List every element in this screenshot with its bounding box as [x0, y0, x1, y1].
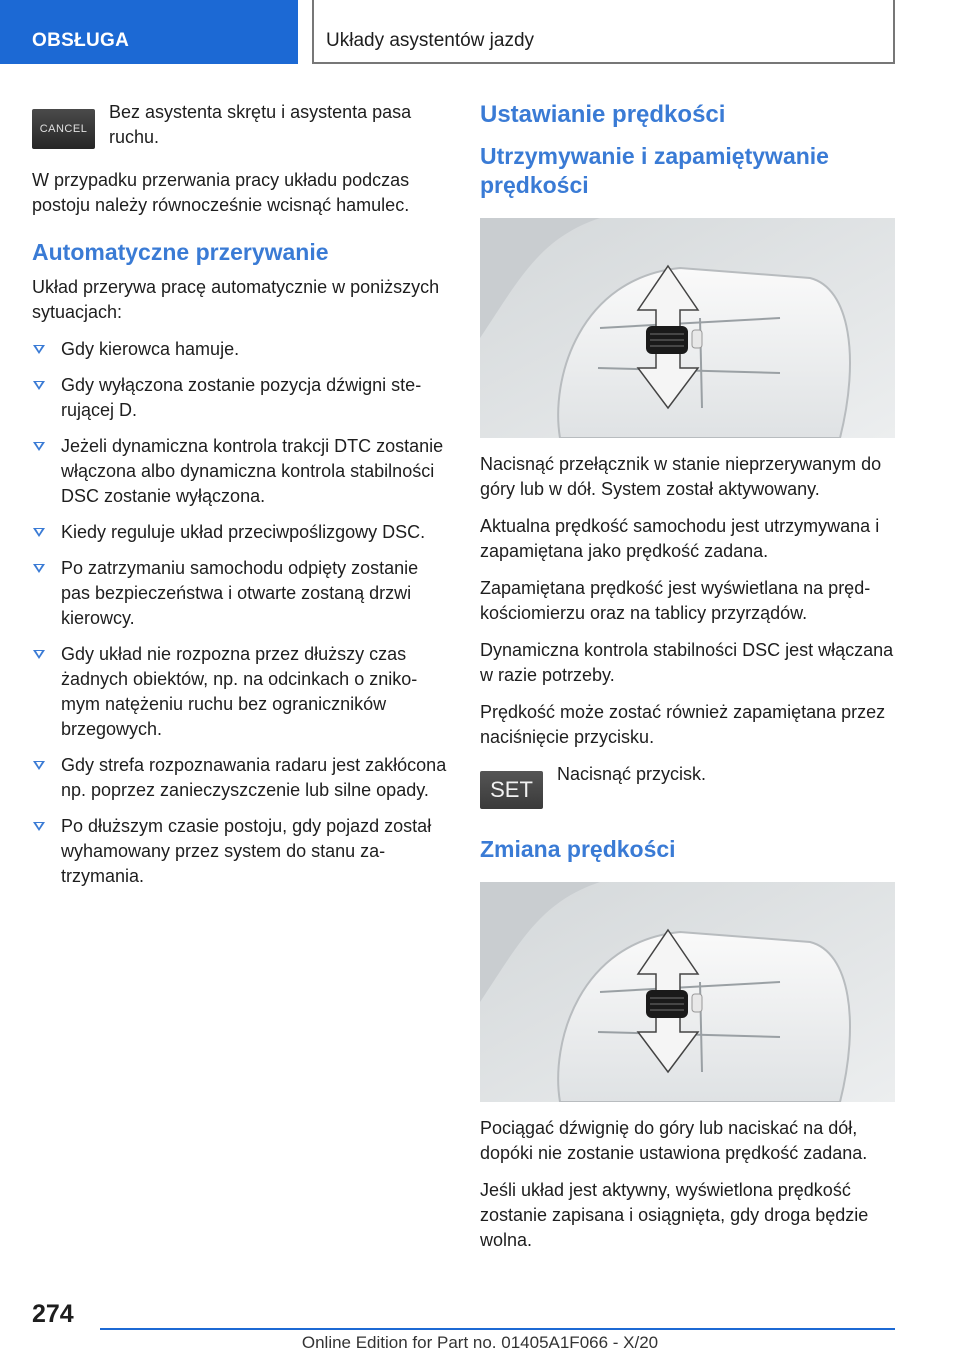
list-item: Kiedy reguluje układ przeciwpoślizgowy DSC. [32, 520, 450, 545]
footer-divider [100, 1328, 895, 1330]
list-item: Gdy kierowca hamuje. [32, 337, 450, 362]
auto-heading: Automatyczne przerywanie [32, 239, 329, 265]
auto-intro: Układ przerywa pracę automatycznie w poniższych sytuacjach: [32, 277, 440, 322]
list-item: Gdy wyłączona zostanie pozycja dźwigni sterującej D. [32, 373, 450, 423]
hold-paragraph-3: Zapamiętana prędkość jest wyświetlana na prędkościomierzu oraz na tablicy przyrządów. [480, 578, 871, 623]
page-number: 274 [32, 1300, 74, 1328]
hold-paragraph-1: Nacisnąć przełącznik w stanie nieprzerywanym do góry lub w dół. System został aktywowany. [480, 454, 882, 499]
list-item: Jeżeli dynamiczna kontrola trakcji DTC zostanie włączona albo dynamiczna kontrola stabilności DSC zostanie wyłączona. [32, 434, 450, 509]
list-item: Gdy układ nie rozpozna przez dłuższy czas żadnych obiektów, np. na odcinkach o znikomym natężeniu ruchu bez ograniczników brzegowych. [32, 642, 450, 742]
section-heading: Ustawianie prędkości [480, 101, 726, 128]
hold-paragraph-5: Prędkość może zostać również zapamiętana przez naciśnięcie przycisku. [480, 702, 886, 747]
right-column [480, 100, 898, 1265]
steering-switch-illustration-2 [480, 882, 895, 1102]
left-column [32, 100, 450, 900]
cancel-text: Bez asystenta skrętu i asystenta pasa ruchu. [109, 102, 412, 147]
footer-edition: Online Edition for Part no. 01405A1F066 - X/20 [301, 1333, 659, 1352]
set-button-icon: SET [480, 771, 543, 809]
cancel-row [32, 100, 450, 150]
list-item: Po zatrzymaniu samochodu odpięty zostanie pas bezpieczeństwa i otwarte zostaną drzwi kierowcy. [32, 556, 450, 631]
change-paragraph-1: Pociągać dźwignię do góry lub naciskać na dół, dopóki nie zostanie ustawiona prędkość zadana. [480, 1118, 868, 1163]
list-item: Po dłuższym czasie postoju, gdy pojazd został wyhamowany przez system do stanu zatrzymania. [32, 814, 450, 889]
set-row [480, 762, 898, 809]
hold-paragraph-2: Aktualna prędkość samochodu jest utrzymywana i zapamiętana jako prędkość zadana. [480, 516, 880, 561]
set-text: Nacisnąć przycisk. [557, 764, 707, 784]
subheading-hold: Utrzymywanie i zapamiętywanie prędkości [480, 143, 829, 198]
condition-list [32, 337, 450, 889]
change-paragraph-2: Jeśli układ jest aktywny, wyświetlona prędkość zostanie zapisana i osiągnięta, gdy droga będzie wolna. [480, 1180, 869, 1250]
steering-switch-illustration-1 [480, 218, 895, 438]
hold-paragraph-4: Dynamiczna kontrola stabilności DSC jest włączana w razie potrzeby. [480, 640, 894, 685]
subheading-change: Zmiana prędkości [480, 836, 676, 862]
cancel-button-icon: CANCEL [32, 109, 95, 149]
section-tab: OBSŁUGA [0, 0, 298, 64]
chapter-title: Układy asystentów jazdy [312, 0, 895, 64]
interrupt-paragraph: W przypadku przerwania pracy układu podczas postoju należy równocześnie wcisnąć hamulec. [32, 170, 410, 215]
list-item: Gdy strefa rozpoznawania radaru jest zakłócona np. poprzez zanieczyszczenie lub silne opady. [32, 753, 450, 803]
